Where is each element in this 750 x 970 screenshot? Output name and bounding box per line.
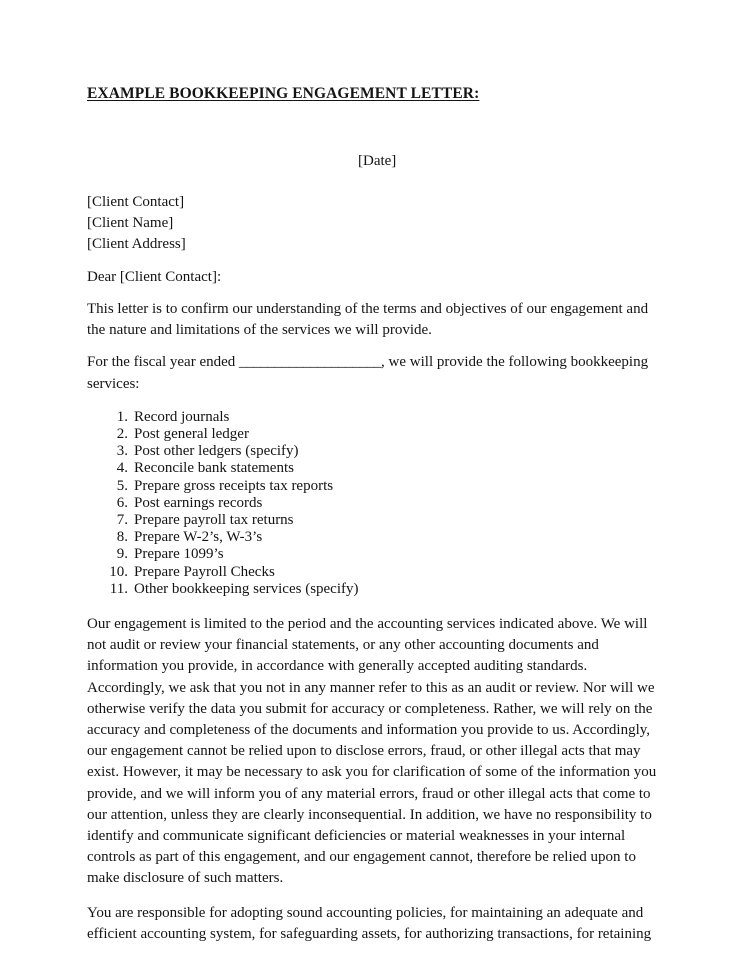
list-item: [87, 495, 665, 512]
recipient-address: [Client Address]: [87, 236, 186, 252]
spacer: [87, 890, 665, 903]
fiscal-year-suffix: , we will provide the following bookkeeping services:: [87, 354, 649, 392]
list-item-label: Reconcile bank statements: [134, 460, 294, 477]
list-item-number: 2.: [116, 426, 128, 443]
list-item-number: 1.: [116, 408, 128, 425]
recipient-name: [Client Name]: [87, 215, 174, 231]
spacer: [87, 598, 665, 614]
list-item: [87, 512, 665, 529]
recipient-address-block: [87, 192, 665, 255]
list-item-number: 11.: [109, 580, 128, 597]
spacer: [87, 395, 665, 409]
page-title: [87, 84, 665, 104]
spacer: [87, 104, 665, 151]
list-item: [87, 581, 665, 598]
list-item-number: 3.: [116, 443, 128, 460]
spacer: [87, 172, 665, 192]
list-item: [87, 478, 665, 495]
services-list: [87, 409, 665, 598]
salutation: Dear [Client Contact]:: [87, 269, 222, 285]
list-item: [87, 409, 665, 426]
list-item-number: 10.: [109, 563, 128, 580]
intro-paragraph: This letter is to confirm our understanding of the terms and objectives of our engagement and the nature and limitations of the services we will provide.: [87, 301, 649, 339]
date-placeholder: [Date]: [358, 153, 397, 169]
list-item: [87, 529, 665, 546]
list-item-label: Post general ledger: [134, 426, 249, 443]
spacer: [87, 288, 665, 299]
fiscal-year-prefix: For the fiscal year ended: [87, 354, 240, 371]
list-item-label: Post earnings records: [134, 494, 263, 511]
list-item-number: 9.: [116, 546, 128, 563]
list-item-label: Prepare gross receipts tax reports: [134, 477, 334, 494]
list-item-label: Record journals: [134, 408, 230, 425]
list-item-number: 4.: [116, 460, 128, 477]
responsibility-paragraph: You are responsible for adopting sound accounting policies, for maintaining an adequate and efficient accounting system, for safeguarding assets, for authorizing transactions, for retaining: [87, 904, 652, 942]
list-item-label: Prepare 1099’s: [134, 546, 224, 563]
fiscal-year-blank: ____________________: [239, 354, 382, 371]
list-item-number: 8.: [116, 529, 128, 546]
list-item: [87, 443, 665, 460]
spacer: [87, 255, 665, 267]
list-item: [87, 546, 665, 563]
list-item-number: 5.: [116, 477, 128, 494]
list-item-label: Prepare Payroll Checks: [134, 563, 275, 580]
page-title-text: EXAMPLE BOOKKEEPING ENGAGEMENT LETTER:: [87, 85, 480, 102]
list-item-label: Post other ledgers (specify): [134, 443, 299, 460]
list-item-number: 6.: [116, 494, 128, 511]
list-item: [87, 460, 665, 477]
list-item: [87, 564, 665, 581]
spacer: [87, 341, 665, 352]
list-item: [87, 426, 665, 443]
recipient-contact: [Client Contact]: [87, 194, 185, 210]
fiscal-year-paragraph: [87, 352, 665, 394]
list-item-label: Other bookkeeping services (specify): [134, 580, 359, 597]
list-item-label: Prepare payroll tax returns: [134, 512, 294, 529]
limitations-paragraph: Our engagement is limited to the period and the accounting services indicated above. We will not audit or review your financial statements, or any other accounting documents and information you provide, in accordance with generally accepted auditing standards. Accordingly, we ask that you not in any manner refer to this as an audit or review. Nor will we otherwise verify the data you submit for accuracy or completeness. Rather, we will rely on the accuracy and completeness of the documents and information you provide to us. Accordingly, our engagement cannot be relied upon to disclose errors, fraud, or other illegal acts that may exist. However, it may be necessary to ask you for clarification of some of the information you provide, and we will inform you of any material errors, fraud or other illegal acts that come to our attention, unless they are clearly inconsequential. In addition, we have no responsibility to identify and communicate significant deficiencies or material weaknesses in your internal controls as part of this engagement, and our engagement cannot, therefore be relied upon to make disclosure of such matters.: [87, 616, 657, 887]
letter-body: [87, 84, 665, 945]
list-item-number: 7.: [116, 512, 128, 529]
list-item-label: Prepare W-2’s, W-3’s: [134, 529, 263, 546]
